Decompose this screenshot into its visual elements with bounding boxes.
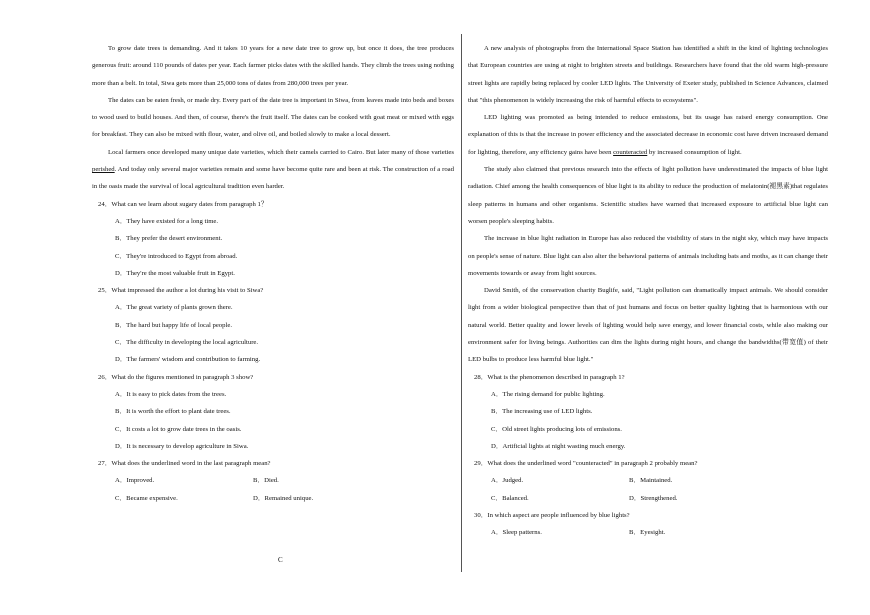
- option-row: [468, 490, 828, 507]
- option: C．The difficulty in developing the local agriculture.: [115, 339, 259, 347]
- passage-paragraph: A new analysis of photographs from the International Space Station has identified a shift in the kind of lighting technologies that European countries are using at night to brighten streets and buildings. Researchers have found that the old warm high-pressure street lights are rapidly being replaced by cooler LED lights. The University of Exeter study, published in Science Advances, claimed that "this phenomenon is widely increasing the risk of harmful effects to ecosystems".: [468, 45, 828, 104]
- option: C．They're introduced to Egypt from abroad.: [115, 252, 238, 260]
- question-26: 26．What do the figures mentioned in paragraph 3 show?: [98, 373, 254, 381]
- option: A．Improved.: [115, 477, 155, 485]
- passage-paragraph: To grow date trees is demanding. And it takes 10 years for a new date tree to grow up, but once it does, the tree produces generous fruit: around 110 pounds of dates per year. Each farmer picks dates with the skilled hands. They climb the trees using nothing more than a belt. In total, Siwa gets more than 25,000 tons of dates from 280,000 trees per year.: [92, 45, 454, 87]
- option: A．The rising demand for public lighting.: [491, 390, 605, 398]
- option-row: [92, 472, 454, 489]
- option: D．The farmers' wisdom and contribution to farming.: [115, 356, 261, 364]
- question-24: 24．What can we learn about sugary dates from paragraph 1？: [98, 200, 268, 208]
- page-label: C: [278, 556, 283, 564]
- option: A．Judged.: [491, 477, 524, 485]
- column-divider: [461, 34, 462, 572]
- option: B．Died.: [253, 477, 279, 485]
- option: D．Artificial lights at night wasting much energy.: [491, 442, 626, 450]
- text-span: by increased consumption of light.: [647, 148, 742, 156]
- passage-paragraph: David Smith, of the conservation charity Buglife, said, "Light pollution can dramatically impact animals. We should consider light from a wider biological perspective than that of just humans and focus on better quality lighting that is harmonious with our natural world. Better quality and lower levels of lighting would help save energy, and lower financial costs, while also making our environment safer for living beings. Authorities can dim the lights during night hours, and change the bandwidths(带宽值) of their LED bulbs to produce less harmful blue light.": [468, 287, 828, 364]
- passage-paragraph: The dates can be eaten fresh, or made dry. Every part of the date tree is important in Siwa, from leaves made into beds and boxes to wood used to build houses. And then, of course, there's the fruit itself. The dates can be cooked with goat meat or mixed with eggs for breakfast. They can also be mixed with flour, water, and olive oil, and boiled slowly to make a local dessert.: [92, 96, 454, 139]
- right-column: [468, 40, 828, 542]
- option: C．It costs a lot to grow date trees in the oasis.: [115, 425, 242, 433]
- option-row: [468, 524, 828, 541]
- question-25: 25．What impressed the author a lot during his visit to Siwa?: [98, 287, 264, 295]
- option: B．Eyesight.: [629, 529, 666, 537]
- option: C．Became expensive.: [115, 494, 178, 502]
- underlined-word: counteracted: [613, 148, 648, 156]
- option: D．Strengthened.: [629, 494, 678, 502]
- passage-paragraph: [92, 144, 454, 196]
- option: B．It is worth the effort to plant date trees.: [115, 408, 231, 416]
- option: D．They're the most valuable fruit in Egypt.: [115, 269, 235, 277]
- option: B．The hard but happy life of local people.: [115, 321, 232, 329]
- text-span: . And today only several major varieties remain and some have become quite rare and been at risk. The construction of a road in the oasis made the survival of local agricultural tradition even harder.: [92, 166, 454, 191]
- option: A．They have existed for a long time.: [115, 217, 219, 225]
- option: B．Maintained.: [629, 477, 673, 485]
- passage-paragraph: The increase in blue light radiation in Europe has also reduced the visibility of stars in the night sky, which may have impacts on people's sense of nature. Blue light can also alter the behavioral patterns of animals including bats and moths, as it can change their movements towards or away from light sources.: [468, 235, 828, 277]
- option: B．They prefer the desert environment.: [115, 235, 223, 243]
- option: C．Balanced.: [491, 494, 529, 502]
- question-28: 28．What is the phenomenon described in paragraph 1?: [474, 373, 625, 381]
- option: D．Remained unique.: [253, 494, 314, 502]
- option: A．The great variety of plants grown there.: [115, 304, 233, 312]
- option: D．It is necessary to develop agriculture in Siwa.: [115, 442, 249, 450]
- option: A．Sleep patterns.: [491, 529, 542, 537]
- text-span: LED lighting was promoted as being intended to reduce emissions, but its usage has raised energy consumption. One explanation of this is that the increase in power efficiency and the associated decrease in economic cost have driven increased demand for lighting, therefore, any efficiency gains have been: [468, 114, 828, 156]
- option: C．Old street lights producing lots of emissions.: [491, 425, 622, 433]
- question-29: 29．What does the underlined word "counteracted" in paragraph 2 probably mean?: [474, 460, 698, 468]
- option-row: [92, 490, 454, 507]
- question-27: 27．What does the underlined word in the last paragraph mean?: [98, 460, 271, 468]
- option: B．The increasing use of LED lights.: [491, 408, 593, 416]
- left-column: [92, 40, 454, 507]
- question-30: 30．In which aspect are people influenced by blue lights?: [474, 512, 630, 520]
- option: A．It is easy to pick dates from the trees.: [115, 390, 227, 398]
- passage-paragraph: The study also claimed that previous research into the effects of light pollution have underestimated the impacts of blue light radiation. Chief among the health consequences of blue light is its ability to reduce the production of melatonin(褪黑素)that regulates sleep patterns in humans and other organisms. Scientific studies have warned that increased exposure to artificial blue light can worsen people's sleeping habits.: [468, 166, 828, 225]
- text-span: Local farmers once developed many unique date varieties, which their camels carried to Cairo. But later many of those varieties: [108, 148, 454, 156]
- passage-paragraph: [468, 109, 828, 161]
- underlined-word: perished: [92, 166, 115, 174]
- option-row: [468, 472, 828, 489]
